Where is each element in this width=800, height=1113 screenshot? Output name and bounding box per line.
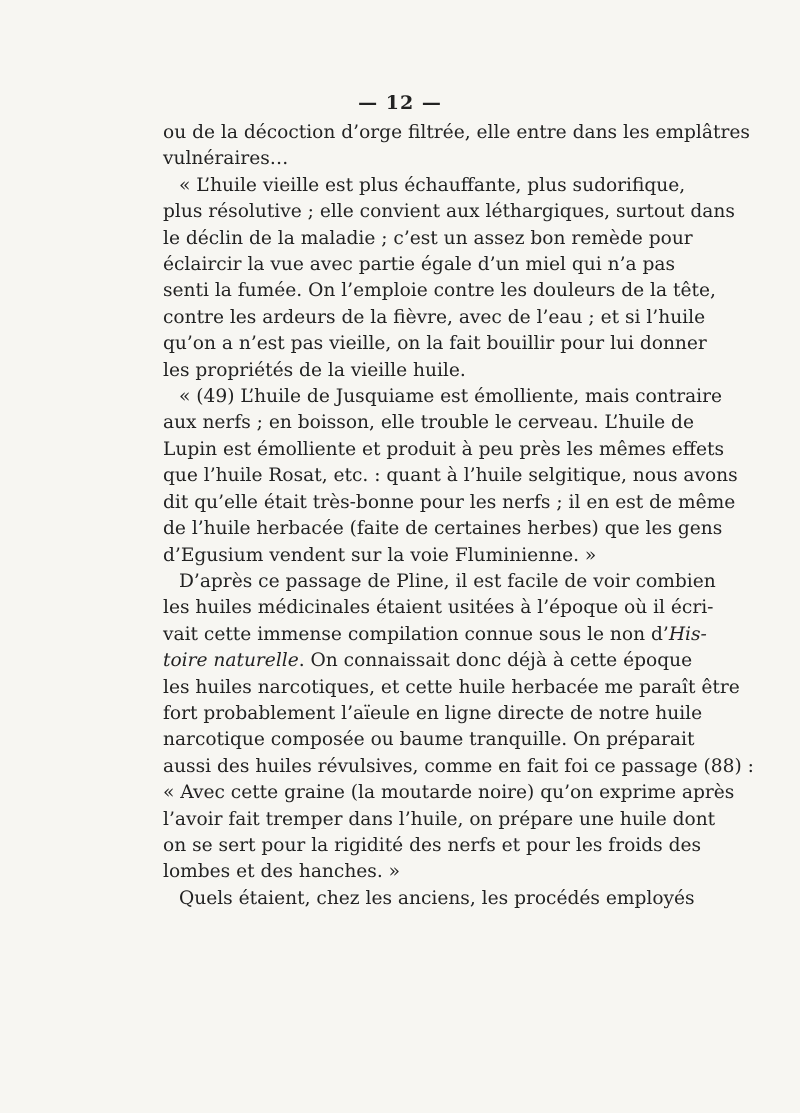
text-line: D’après ce passage de Pline, il est facile de voir combien <box>179 570 716 592</box>
text-line: Quels étaient, chez les anciens, les procédés employés <box>179 887 695 909</box>
text-line: aux nerfs ; en boisson, elle trouble le cerveau. L’huile de <box>163 412 694 434</box>
text-line: plus résolutive ; elle convient aux léthargiques, surtout dans <box>163 201 735 223</box>
text-line <box>163 622 707 648</box>
text-line: narcotique composée ou baume tranquille. On préparait <box>163 729 695 751</box>
text-line <box>163 648 693 674</box>
text-line: les huiles médicinales étaient usitées à l’époque où il écri- <box>163 597 714 619</box>
text-line: les propriétés de la vieille huile. <box>163 359 466 381</box>
text-line: d’Egusium vendent sur la voie Fluminienne. » <box>163 544 597 566</box>
page-number: — 12 — <box>358 92 442 114</box>
text-line: l’avoir fait tremper dans l’huile, on prépare une huile dont <box>163 808 716 830</box>
text-line: contre les ardeurs de la fièvre, avec de l’eau ; et si l’huile <box>163 306 706 328</box>
text-line: senti la fumée. On l’emploie contre les douleurs de la tête, <box>163 280 716 302</box>
text-line: de l’huile herbacée (faite de certaines herbes) que les gens <box>163 518 723 540</box>
italic-title-segment: His- <box>668 623 707 645</box>
body-text <box>163 120 754 912</box>
text-line: éclaircir la vue avec partie égale d’un miel qui n’a pas <box>163 254 676 276</box>
text-line: ou de la décoction d’orge filtrée, elle entre dans les emplâtres <box>163 122 750 143</box>
text-line: que l’huile Rosat, etc. : quant à l’huile selgitique, nous avons <box>163 465 738 487</box>
text-line: « Avec cette graine (la moutarde noire) qu’on exprime après <box>163 782 735 804</box>
text-line: Lupin est émolliente et produit à peu près les mêmes effets <box>163 438 724 460</box>
text-line: « L’huile vieille est plus échauffante, plus sudorifique, <box>179 174 686 196</box>
text-line: les huiles narcotiques, et cette huile herbacée me paraît être <box>163 676 740 698</box>
text-line: « (49) L’huile de Jusquiame est émolliente, mais contraire <box>179 386 723 408</box>
text-line: vulnéraires… <box>163 148 289 170</box>
text-line: lombes et des hanches. » <box>163 861 401 883</box>
text-line: on se sert pour la rigidité des nerfs et pour les froids des <box>163 834 702 856</box>
text-line: aussi des huiles révulsives, comme en fait foi ce passage (88) : <box>163 755 754 777</box>
text-segment: vait cette immense compilation connue sous le non d’ <box>163 623 669 645</box>
text-segment: . On connaissait donc déjà à cette époque <box>298 650 693 672</box>
text-line: fort probablement l’aïeule en ligne directe de notre huile <box>163 702 703 724</box>
italic-title-segment: toire naturelle <box>163 650 299 672</box>
text-line: qu’on a n’est pas vieille, on la fait bouillir pour lui donner <box>163 333 707 355</box>
text-line: le déclin de la maladie ; c’est un assez bon remède pour <box>163 227 693 249</box>
text-line: dit qu’elle était très-bonne pour les nerfs ; il en est de même <box>163 491 736 513</box>
